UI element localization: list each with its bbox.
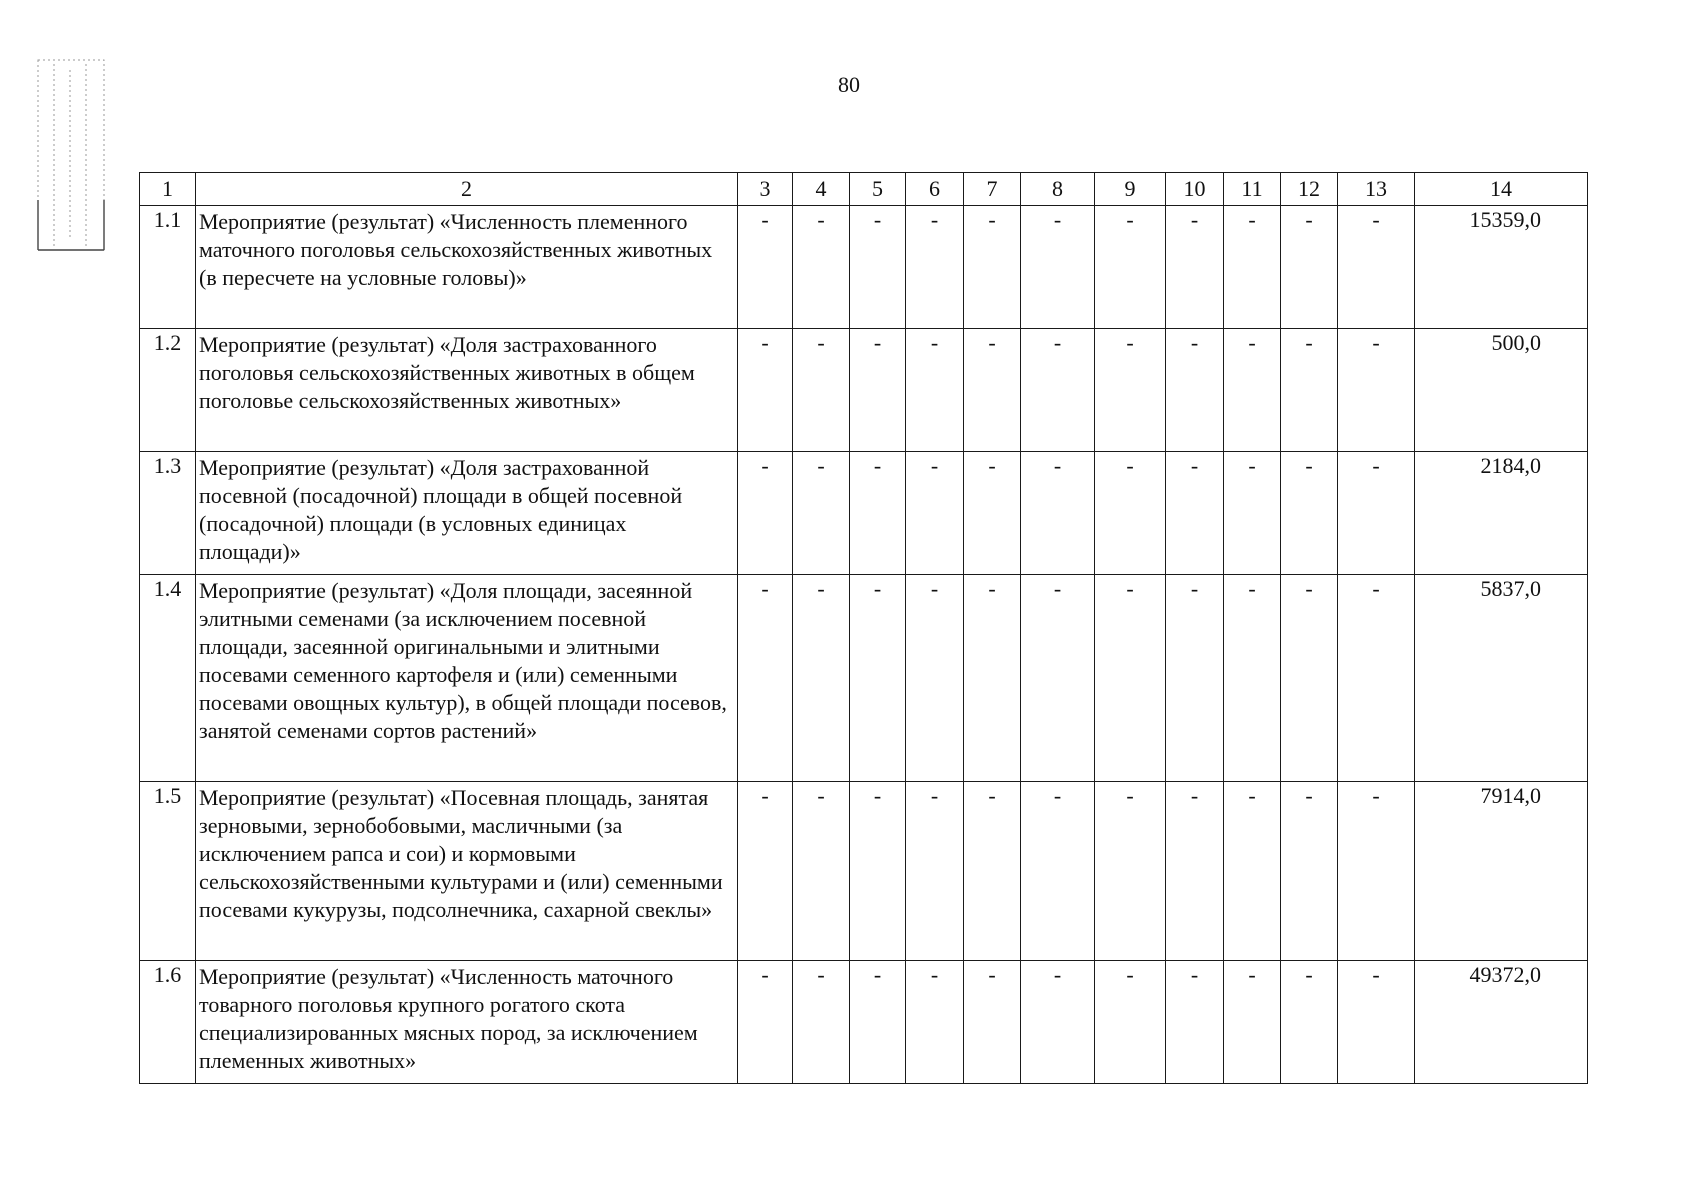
row-number: 1.2 — [140, 329, 196, 452]
row-value-cell: - — [1021, 206, 1095, 329]
row-value-cell: - — [906, 206, 964, 329]
row-value-cell: - — [1281, 575, 1338, 782]
row-value-cell: - — [850, 329, 906, 452]
row-measure-name: Мероприятие (результат) «Посевная площадь, занятая зерновыми, зернобобовыми, масличными (за исключением рапса и сои) и кормовыми сельскохозяйственными культурами и (или) семенными посевами кукурузы, подсолнечника, сахарной свеклы» — [196, 782, 738, 961]
row-value-cell: - — [1021, 329, 1095, 452]
page-number: 80 — [838, 72, 860, 97]
row-value-cell: - — [1021, 961, 1095, 1084]
row-value-cell: - — [906, 961, 964, 1084]
row-value-cell: - — [1021, 782, 1095, 961]
column-header: 14 — [1415, 173, 1588, 206]
column-header: 2 — [196, 173, 738, 206]
row-value-cell: - — [793, 206, 850, 329]
stamp-mark — [34, 50, 112, 260]
row-value-cell: - — [850, 961, 906, 1084]
row-value-cell: - — [1021, 575, 1095, 782]
row-value-cell: - — [1095, 575, 1166, 782]
row-value-cell: - — [1224, 452, 1281, 575]
row-total-value: 49372,0 — [1415, 961, 1588, 1084]
row-value-cell: - — [1281, 782, 1338, 961]
row-value-cell: - — [850, 575, 906, 782]
row-value-cell: - — [1338, 206, 1415, 329]
row-value-cell: - — [793, 575, 850, 782]
column-header: 10 — [1166, 173, 1224, 206]
row-value-cell: - — [1338, 782, 1415, 961]
row-value-cell: - — [906, 452, 964, 575]
column-header: 6 — [906, 173, 964, 206]
row-value-cell: - — [1166, 329, 1224, 452]
row-value-cell: - — [850, 782, 906, 961]
row-value-cell: - — [738, 575, 793, 782]
row-value-cell: - — [1224, 206, 1281, 329]
column-header: 5 — [850, 173, 906, 206]
row-measure-name: Мероприятие (результат) «Доля площади, засеянной элитными семенами (за исключением посевной площади, засеянной оригинальными и элитными посевами семенного картофеля и (или) семенными посевами овощных культур), в общей площади посевов, занятой семенами сортов растений» — [196, 575, 738, 782]
row-value-cell: - — [1095, 961, 1166, 1084]
row-value-cell: - — [1281, 206, 1338, 329]
row-total-value: 500,0 — [1415, 329, 1588, 452]
table-header-row — [140, 173, 1588, 206]
row-value-cell: - — [1021, 452, 1095, 575]
table-row — [140, 452, 1588, 575]
row-value-cell: - — [1281, 329, 1338, 452]
column-header: 9 — [1095, 173, 1166, 206]
row-value-cell: - — [850, 452, 906, 575]
row-value-cell: - — [793, 452, 850, 575]
table-row — [140, 782, 1588, 961]
column-header: 8 — [1021, 173, 1095, 206]
row-value-cell: - — [1166, 782, 1224, 961]
column-header: 12 — [1281, 173, 1338, 206]
row-value-cell: - — [738, 782, 793, 961]
row-total-value: 7914,0 — [1415, 782, 1588, 961]
row-measure-name: Мероприятие (результат) «Численность маточного товарного поголовья крупного рогатого скота специализированных мясных пород, за исключением племенных животных» — [196, 961, 738, 1084]
row-value-cell: - — [1338, 961, 1415, 1084]
column-header: 1 — [140, 173, 196, 206]
row-value-cell: - — [1338, 452, 1415, 575]
row-value-cell: - — [850, 206, 906, 329]
row-value-cell: - — [738, 329, 793, 452]
data-table — [139, 172, 1588, 1084]
table-row — [140, 206, 1588, 329]
row-value-cell: - — [1166, 452, 1224, 575]
row-value-cell: - — [906, 575, 964, 782]
row-value-cell: - — [1224, 329, 1281, 452]
row-value-cell: - — [1281, 961, 1338, 1084]
row-number: 1.3 — [140, 452, 196, 575]
column-header: 3 — [738, 173, 793, 206]
row-value-cell: - — [1338, 575, 1415, 782]
row-number: 1.4 — [140, 575, 196, 782]
row-value-cell: - — [1166, 575, 1224, 782]
row-measure-name: Мероприятие (результат) «Численность племенного маточного поголовья сельскохозяйственных животных (в пересчете на условные головы)» — [196, 206, 738, 329]
column-header: 11 — [1224, 173, 1281, 206]
table-row — [140, 575, 1588, 782]
row-measure-name: Мероприятие (результат) «Доля застрахованного поголовья сельскохозяйственных животных в общем поголовье сельскохозяйственных животных» — [196, 329, 738, 452]
row-measure-name: Мероприятие (результат) «Доля застрахованной посевной (посадочной) площади в общей посевной (посадочной) площади (в условных единицах площади)» — [196, 452, 738, 575]
row-value-cell: - — [1281, 452, 1338, 575]
row-value-cell: - — [964, 575, 1021, 782]
row-value-cell: - — [1095, 782, 1166, 961]
row-value-cell: - — [738, 452, 793, 575]
row-value-cell: - — [906, 782, 964, 961]
row-value-cell: - — [964, 206, 1021, 329]
row-value-cell: - — [1166, 961, 1224, 1084]
row-number: 1.6 — [140, 961, 196, 1084]
row-value-cell: - — [1095, 206, 1166, 329]
row-value-cell: - — [1166, 206, 1224, 329]
row-value-cell: - — [906, 329, 964, 452]
row-total-value: 5837,0 — [1415, 575, 1588, 782]
row-value-cell: - — [1338, 329, 1415, 452]
row-total-value: 15359,0 — [1415, 206, 1588, 329]
row-number: 1.1 — [140, 206, 196, 329]
row-value-cell: - — [964, 782, 1021, 961]
column-header: 7 — [964, 173, 1021, 206]
column-header: 13 — [1338, 173, 1415, 206]
row-total-value: 2184,0 — [1415, 452, 1588, 575]
row-value-cell: - — [964, 329, 1021, 452]
row-value-cell: - — [793, 961, 850, 1084]
row-value-cell: - — [964, 961, 1021, 1084]
row-value-cell: - — [1224, 961, 1281, 1084]
column-header: 4 — [793, 173, 850, 206]
row-value-cell: - — [1095, 452, 1166, 575]
row-value-cell: - — [738, 961, 793, 1084]
table-row — [140, 961, 1588, 1084]
row-number: 1.5 — [140, 782, 196, 961]
row-value-cell: - — [793, 782, 850, 961]
row-value-cell: - — [964, 452, 1021, 575]
row-value-cell: - — [738, 206, 793, 329]
row-value-cell: - — [793, 329, 850, 452]
row-value-cell: - — [1095, 329, 1166, 452]
row-value-cell: - — [1224, 782, 1281, 961]
row-value-cell: - — [1224, 575, 1281, 782]
table-row — [140, 329, 1588, 452]
